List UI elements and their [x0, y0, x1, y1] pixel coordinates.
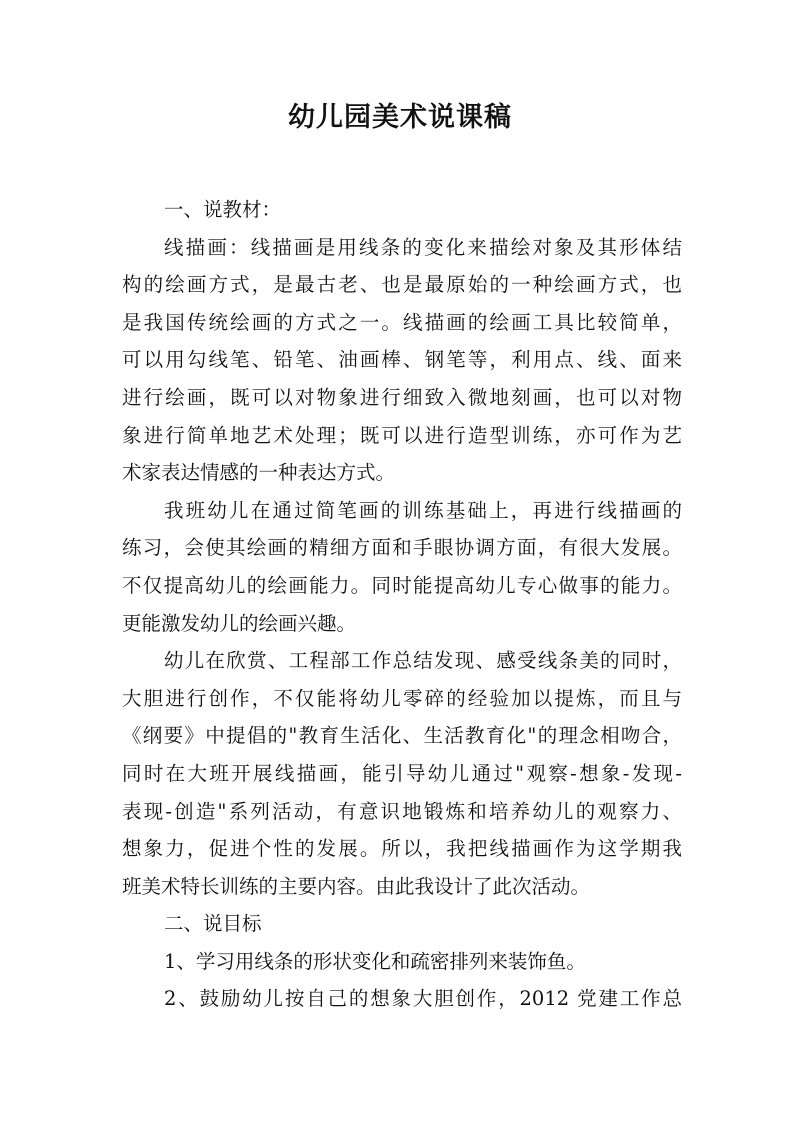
paragraph-line: 术家表达情感的一种表达方式。	[122, 461, 396, 485]
paragraph-line: 我班幼儿在通过简笔画的训练基础上，再进行线描画的	[164, 498, 682, 522]
paragraph-line: 班美术特长训练的主要内容。由此我设计了此次活动。	[122, 874, 591, 898]
paragraph-line: 构的绘画方式，是最古老、也是最原始的一种绘画方式，也	[122, 273, 682, 297]
list-item: 1、学习用线条的形状变化和疏密排列来装饰鱼。	[164, 949, 586, 973]
paragraph-line: 练习，会使其绘画的精细方面和手眼协调方面，有很大发展。	[122, 536, 682, 560]
paragraph-line: 幼儿在欣赏、工程部工作总结发现、感受线条美的同时，	[164, 649, 682, 673]
document-body	[122, 191, 682, 1018]
paragraph-line: 《纲要》中提倡的"教育生活化、生活教育化"的理念相吻合，	[122, 724, 682, 748]
paragraph-line: 可以用勾线笔、铅笔、油画棒、钢笔等，利用点、线、面来	[122, 348, 682, 372]
paragraph-line: 大胆进行创作，不仅能将幼儿零碎的经验加以提炼，而且与	[122, 686, 682, 710]
paragraph-line: 想象力，促进个性的发展。所以，我把线描画作为这学期我	[122, 837, 682, 861]
list-item: 2、鼓励幼儿按自己的想象大胆创作，2012 党建工作总	[164, 987, 682, 1011]
paragraph-line: 线描画：线描画是用线条的变化来描绘对象及其形体结	[164, 235, 682, 259]
paragraph-line: 更能激发幼儿的绘画兴趣。	[122, 611, 357, 635]
paragraph-line: 不仅提高幼儿的绘画能力。同时能提高幼儿专心做事的能力。	[122, 573, 682, 597]
paragraph-line: 进行绘画，既可以对物象进行细致入微地刻画，也可以对物	[122, 385, 682, 409]
paragraph-line: 同时在大班开展线描画，能引导幼儿通过"观察-想象-发现-	[122, 761, 682, 785]
page-title: 幼儿园美术说课稿	[288, 102, 512, 133]
paragraph-line: 是我国传统绘画的方式之一。线描画的绘画工具比较简单，	[122, 310, 682, 334]
paragraph-line: 象进行简单地艺术处理；既可以进行造型训练，亦可作为艺	[122, 423, 682, 447]
section-heading-teaching-material: 一、说教材：	[164, 198, 282, 221]
section-heading-objectives: 二、说目标	[164, 912, 262, 936]
paragraph-line: 表现-创造"系列活动，有意识地锻炼和培养幼儿的观察力、	[122, 799, 682, 823]
